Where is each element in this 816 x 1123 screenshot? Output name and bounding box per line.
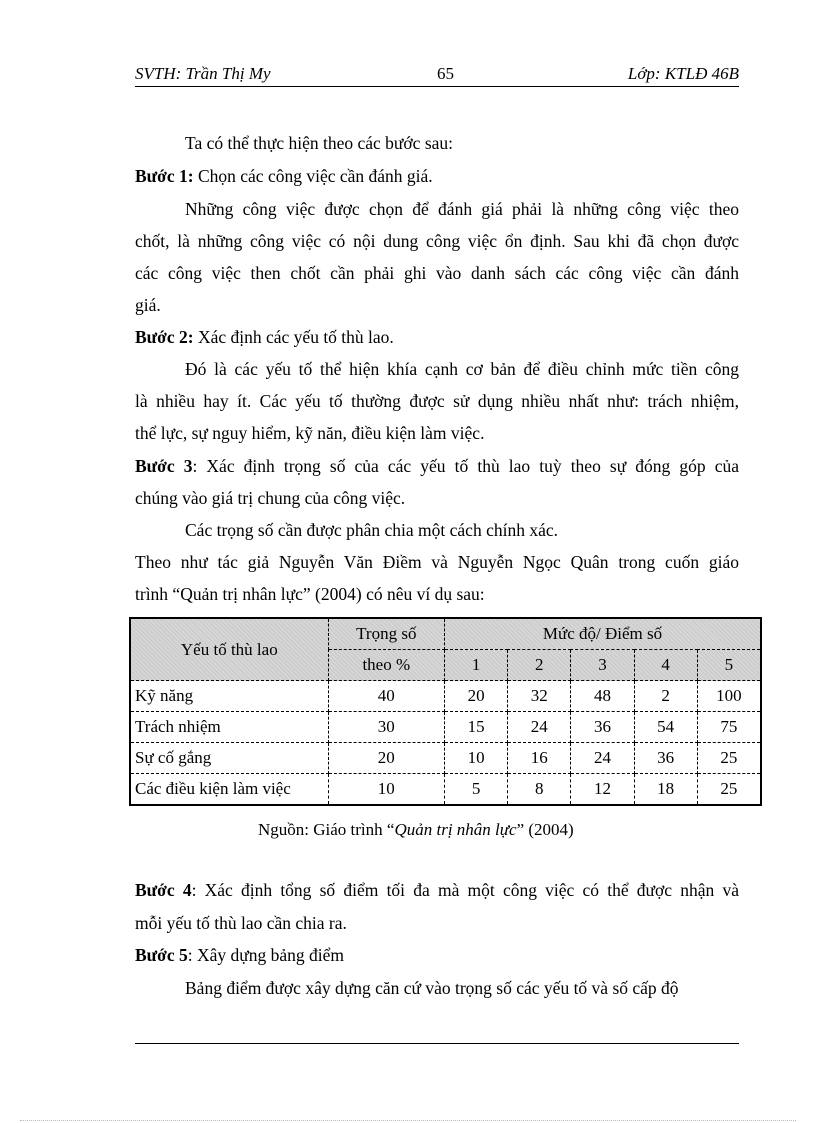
score-cell: 15 — [444, 712, 507, 743]
step-5-line — [135, 945, 344, 966]
step-3-line — [135, 456, 739, 477]
paragraph-line: Ta có thể thực hiện theo các bước sau: — [185, 133, 454, 153]
header-level: Mức độ/ Điểm số — [444, 618, 761, 650]
factor-cell: Kỹ năng — [130, 681, 328, 712]
table-row — [130, 681, 761, 712]
score-cell: 32 — [508, 681, 571, 712]
table-row — [130, 743, 761, 774]
paragraph-line: trình “Quản trị nhân lực” (2004) có nêu ví dụ sau: — [135, 584, 485, 604]
weight-cell: 10 — [328, 774, 444, 806]
step-text: Chọn các công việc cần đánh giá. — [197, 166, 433, 186]
paragraph-line: các công việc then chốt cần phải ghi vào danh sách các công việc cần đánh — [135, 263, 739, 283]
step-label: Bước 1: — [135, 166, 194, 186]
paragraph-line: thể lực, sự nguy hiểm, kỹ năn, điều kiện làm việc. — [135, 423, 485, 443]
score-cell: 18 — [634, 774, 697, 806]
level-header: 1 — [444, 650, 507, 681]
header-factor: Yếu tố thù lao — [130, 618, 328, 681]
table-row — [130, 774, 761, 806]
score-cell: 24 — [508, 712, 571, 743]
factor-cell: Sự cố gắng — [130, 743, 328, 774]
source-suffix: ” (2004) — [516, 820, 574, 839]
step-text: : Xây dựng bảng điểm — [187, 945, 345, 965]
score-cell: 2 — [634, 681, 697, 712]
header-weight: Trọng số — [328, 618, 444, 650]
score-cell: 16 — [508, 743, 571, 774]
paragraph-line: chúng vào giá trị chung của công việc. — [135, 488, 406, 508]
score-cell: 12 — [571, 774, 634, 806]
score-cell: 25 — [697, 743, 761, 774]
weight-cell: 20 — [328, 743, 444, 774]
score-cell: 48 — [571, 681, 634, 712]
level-header: 5 — [697, 650, 761, 681]
score-cell: 24 — [571, 743, 634, 774]
footer-rule — [135, 1043, 739, 1044]
paragraph-line: chốt, là những công việc có nội dung công việc ổn định. Sau khi đã chọn được — [135, 231, 739, 251]
score-cell: 54 — [634, 712, 697, 743]
factor-cell: Trách nhiệm — [130, 712, 328, 743]
step-text: : Xác định trọng số của các yếu tố thù lao tuỳ theo sự đóng góp của — [192, 456, 739, 476]
score-cell: 36 — [634, 743, 697, 774]
paragraph-line: Những công việc được chọn để đánh giá phải là những công việc theo — [185, 199, 739, 219]
paragraph-line: Đó là các yếu tố thể hiện khía cạnh cơ bản để điều chỉnh mức tiền công — [185, 359, 739, 379]
step-text: Xác định các yếu tố thù lao. — [197, 327, 394, 347]
source-prefix: Nguồn: Giáo trình “ — [258, 820, 395, 839]
page-header — [135, 62, 739, 87]
paragraph-line: là nhiều hay ít. Các yếu tố thường được sử dụng nhiều nhất như: trách nhiệm, — [135, 391, 739, 411]
paragraph-line: Theo như tác giả Nguyễn Văn Điềm và Nguyễn Ngọc Quân trong cuốn giáo — [135, 552, 739, 572]
page-number: 65 — [437, 64, 454, 83]
score-cell: 25 — [697, 774, 761, 806]
table-row — [130, 712, 761, 743]
score-cell: 5 — [444, 774, 507, 806]
factor-cell: Các điều kiện làm việc — [130, 774, 328, 806]
paragraph-line: Các trọng số cần được phân chia một cách chính xác. — [185, 520, 558, 540]
points-table — [129, 617, 762, 806]
level-header: 2 — [508, 650, 571, 681]
weight-cell: 40 — [328, 681, 444, 712]
score-cell: 100 — [697, 681, 761, 712]
header-student: SVTH: Trần Thị My — [135, 64, 271, 83]
score-cell: 36 — [571, 712, 634, 743]
header-class: Lớp: KTLĐ 46B — [627, 64, 739, 83]
level-header: 4 — [634, 650, 697, 681]
header-weight-unit: theo % — [328, 650, 444, 681]
score-cell: 10 — [444, 743, 507, 774]
table-source — [258, 820, 574, 840]
score-cell: 75 — [697, 712, 761, 743]
paragraph-line: mỗi yếu tố thù lao cần chia ra. — [135, 913, 347, 933]
page-bottom-divider — [20, 1120, 796, 1121]
paragraph-line: giá. — [135, 295, 161, 315]
step-4-line — [135, 880, 739, 901]
paragraph-line: Bảng điểm được xây dựng căn cứ vào trọng số các yếu tố và số cấp độ — [185, 978, 679, 998]
step-1-line — [135, 166, 433, 187]
source-title: Quản trị nhân lực — [394, 820, 517, 839]
step-label: Bước 4 — [135, 880, 192, 900]
step-label: Bước 5 — [135, 945, 188, 965]
level-header: 3 — [571, 650, 634, 681]
weight-cell: 30 — [328, 712, 444, 743]
step-label: Bước 2: — [135, 327, 194, 347]
score-cell: 8 — [508, 774, 571, 806]
score-cell: 20 — [444, 681, 507, 712]
step-2-line — [135, 327, 394, 348]
step-text: : Xác định tổng số điểm tối đa mà một công việc có thể được nhận và — [191, 880, 739, 900]
step-label: Bước 3 — [135, 456, 193, 476]
